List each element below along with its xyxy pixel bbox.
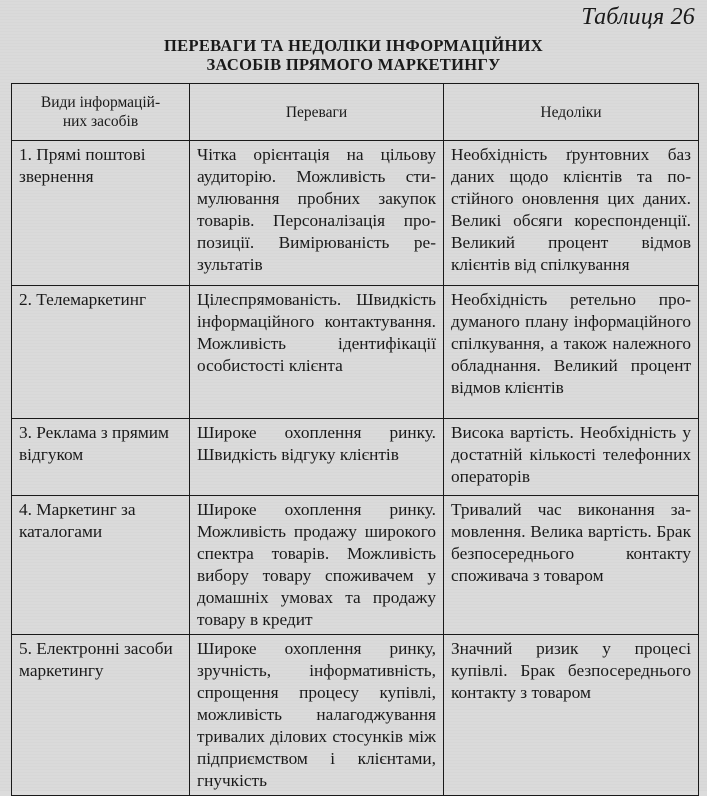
row-disadvantages-cell: Необхідність ретельно продуманого плану інформаційного спілкування, а також належного обладнання. Великий процент відмов клієнтів (444, 286, 699, 419)
table-row (12, 635, 699, 796)
table-title-line-1: ПЕРЕВАГИ ТА НЕДОЛІКИ ІНФОРМАЦІЙНИХ (164, 36, 543, 55)
row-advantages-cell: Широке охоплення ринку. Швидкість відгуку клієнтів (190, 419, 444, 496)
row-disadvantages-cell: Тривалий час виконання замовлення. Велика вартість. Брак безпосереднього контакту споживача з товаром (444, 496, 699, 635)
row-advantages-cell: Цілеспрямованість. Швидкість інформаційного контактування. Можливість ідентифікації особистості клієнта (190, 286, 444, 419)
row-type-cell: 3. Реклама з прямим відгуком (12, 419, 190, 496)
header-row (12, 84, 699, 141)
table-row (12, 286, 699, 419)
row-disadvantages-cell: Необхідність ґрунтовних баз даних щодо клієнтів та постійного оновлення цих даних. Великі обсяги кореспонденції. Великий процент відмов клієнтів від спілкування (444, 141, 699, 286)
header-disadvantages: Недоліки (444, 84, 699, 141)
header-type-text: Види інформацій- них засобів (40, 94, 161, 130)
table-row (12, 419, 699, 496)
table-title-line-2: ЗАСОБІВ ПРЯМОГО МАРКЕТИНГУ (206, 55, 501, 74)
header-type (12, 84, 190, 141)
row-disadvantages-cell: Висока вартість. Необхідність у достатній кількості телефонних операторів (444, 419, 699, 496)
table-number: Таблиця 26 (581, 4, 695, 30)
table-title (0, 36, 707, 74)
row-advantages-cell: Широке охоплення ринку. Можливість продажу широкого спектра товарів. Можливість вибору товару споживачем у домашніх умовах та продажу товару в кредит (190, 496, 444, 635)
row-disadvantages-cell: Значний ризик у процесі купівлі. Брак безпосереднього контакту з товаром (444, 635, 699, 796)
table-row (12, 496, 699, 635)
row-advantages-cell: Широке охоплення ринку, зручність, інформативність, спрощення процесу купівлі, можливість налагоджування тривалих ділових стосунків між підприємством і клієнтами, гнучкість (190, 635, 444, 796)
row-type-cell: 5. Електронні засоби маркетингу (12, 635, 190, 796)
row-type-cell: 4. Маркетинг за каталогами (12, 496, 190, 635)
table-row (12, 141, 699, 286)
row-type-cell: 1. Прямі поштові звернення (12, 141, 190, 286)
header-advantages: Переваги (190, 84, 444, 141)
row-advantages-cell: Чітка орієнтація на цільову аудиторію. Можливість стимулювання пробних закупок товарів. Персоналізація пропозиції. Вимірюваність результатів (190, 141, 444, 286)
comparison-table (11, 83, 699, 796)
row-type-cell: 2. Телемаркетинг (12, 286, 190, 419)
